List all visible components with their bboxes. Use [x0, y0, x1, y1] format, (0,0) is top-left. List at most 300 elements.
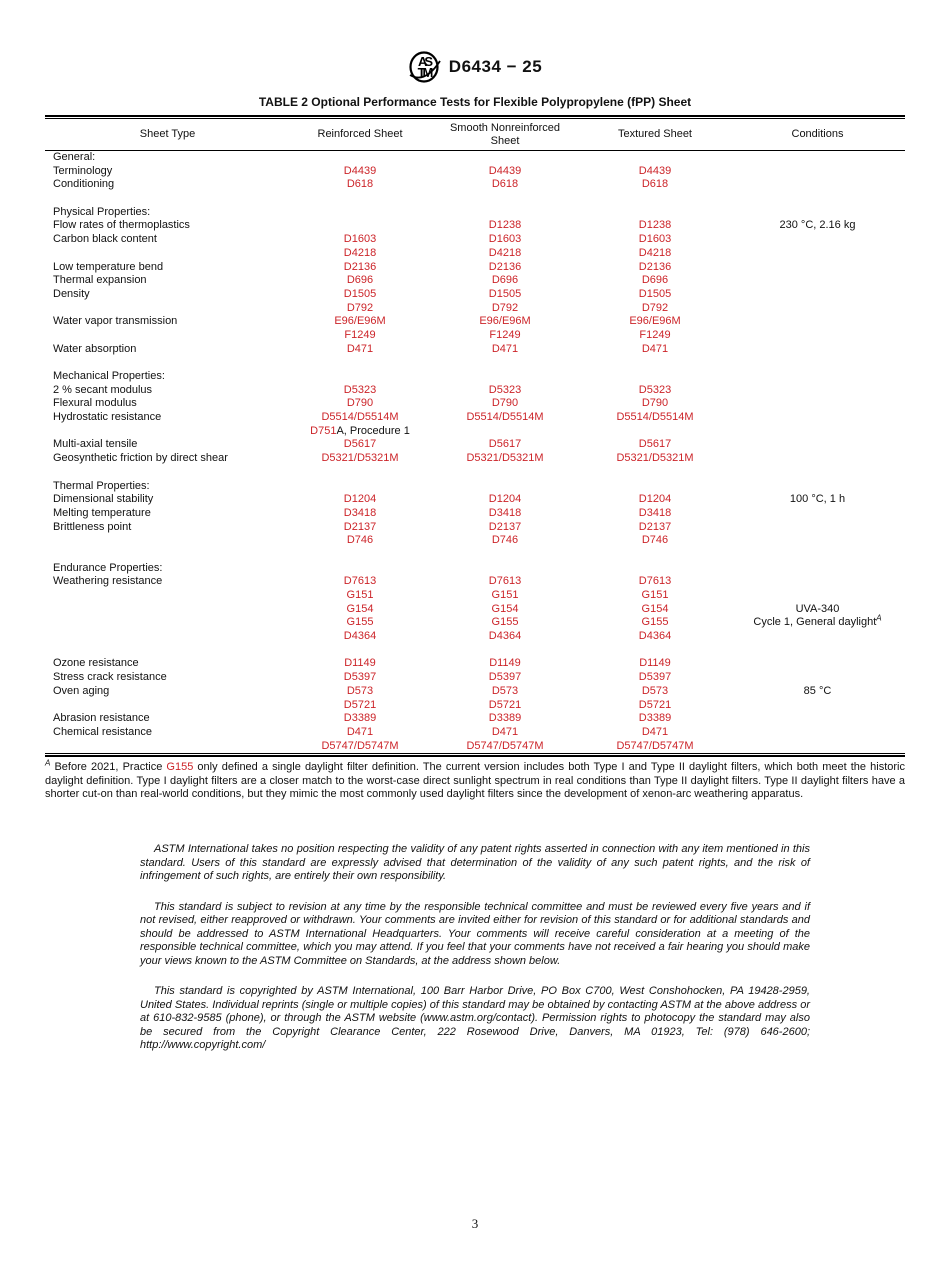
designation-cell: [580, 288, 730, 302]
designation-cell: [580, 603, 730, 617]
standard-designation-link[interactable]: D3389: [488, 712, 522, 725]
row-label: [45, 740, 290, 754]
standard-designation-link[interactable]: D573: [346, 684, 374, 697]
designation-cell: [290, 247, 430, 261]
condition-value: [730, 740, 905, 754]
standard-designation-link[interactable]: D696: [346, 274, 374, 287]
designation-cell: [430, 452, 580, 466]
section-header-row: [45, 480, 905, 494]
designation-cell: [290, 671, 430, 685]
standard-designation-link[interactable]: D5321/D5321M: [321, 452, 399, 465]
designation-cell: [430, 507, 580, 521]
svg-text:TM: TM: [417, 65, 431, 80]
row-label: Flow rates of thermoplastics: [53, 219, 190, 232]
table-row: [45, 507, 905, 521]
standard-designation-link[interactable]: D746: [346, 534, 374, 547]
standard-designation-link[interactable]: D5721: [343, 698, 377, 711]
designation-cell: [290, 740, 430, 754]
table-row: [45, 575, 905, 589]
table-row: [45, 411, 905, 425]
condition-value: [730, 302, 905, 316]
condition-value: [730, 507, 905, 521]
designation-cell: [430, 699, 580, 713]
designation-cell: [430, 480, 580, 494]
designation-cell: [580, 548, 730, 562]
condition-value: [730, 548, 905, 562]
condition-value: [730, 247, 905, 261]
spacer-row: [45, 466, 905, 480]
condition-value: [730, 480, 905, 494]
designation-cell: [290, 644, 430, 658]
designation-cell: [290, 493, 430, 507]
standard-designation-link[interactable]: D618: [641, 178, 669, 191]
designation-cell: [290, 534, 430, 548]
designation-cell: [430, 206, 580, 220]
designation-cell: [290, 261, 430, 275]
standard-designation-link[interactable]: D3418: [343, 506, 377, 519]
standard-designation-link[interactable]: G151: [346, 589, 374, 601]
standard-designation-link[interactable]: D573: [491, 684, 519, 697]
table-row: [45, 247, 905, 261]
standard-designation-link[interactable]: D2137: [488, 520, 522, 533]
row-label: [45, 247, 290, 261]
standard-designation-link[interactable]: D4364: [638, 630, 672, 643]
designation-cell: [430, 247, 580, 261]
row-label: Chemical resistance: [53, 725, 153, 738]
standard-designation-link[interactable]: G154: [491, 602, 519, 615]
row-label: [45, 603, 290, 617]
condition-value: [730, 397, 905, 411]
standard-designation-link[interactable]: D2136: [343, 260, 377, 273]
standard-designation-link[interactable]: E96/E96M: [629, 315, 681, 328]
standard-designation-link[interactable]: D696: [641, 274, 669, 287]
footnote-text-suffix: only defined a single daylight filter definition. The current version includes both Type I and Type II daylight filters, which both meet the historic daylight definition. Type I daylight filters are a closer match to the worst-case direct sunlight spectrum in real conditions than Type II daylight filters. Type II daylight filters have a shorter cut-on than real-world conditions, but they mimic the most commonly used daylight filters since the development of xenon-arc weathering apparatus.: [45, 761, 905, 801]
condition-value: [730, 343, 905, 357]
condition-value: [730, 329, 905, 343]
standard-designation-link[interactable]: D790: [641, 397, 669, 410]
row-label: Flexural modulus: [53, 397, 137, 410]
designation-cell: [290, 521, 430, 535]
table-row: [45, 261, 905, 275]
doc-header: [45, 50, 905, 84]
section-label: General:: [53, 151, 96, 163]
designation-cell: [290, 356, 430, 370]
standard-designation-link[interactable]: D2137: [638, 520, 672, 533]
condition-value: [730, 233, 905, 247]
designation-cell: [290, 562, 430, 576]
designation-cell: [290, 657, 430, 671]
designation-cell: [430, 411, 580, 425]
standard-designation-link[interactable]: D1204: [638, 493, 672, 506]
table-row: [45, 740, 905, 754]
standard-designation-link[interactable]: D2136: [638, 260, 672, 273]
condition-value: UVA-340: [795, 602, 840, 615]
row-label: Density: [53, 287, 90, 300]
condition-value: [730, 630, 905, 644]
table-row: [45, 630, 905, 644]
footnote-text-prefix: Before 2021, Practice: [50, 761, 167, 774]
designation-cell: [580, 356, 730, 370]
standard-designation-link[interactable]: D4439: [638, 164, 672, 177]
astm-logo-icon: [408, 51, 442, 83]
standard-designation-link[interactable]: G155: [641, 616, 669, 629]
designation-cell: [290, 178, 430, 192]
designation-cell: [580, 630, 730, 644]
table-body: [45, 151, 905, 753]
standard-designation-link[interactable]: G154: [346, 602, 374, 615]
col-header-conditions: Conditions: [791, 128, 844, 141]
standard-designation-link[interactable]: D2136: [488, 260, 522, 273]
standard-designation-link[interactable]: D790: [491, 397, 519, 410]
spacer-row: [45, 192, 905, 206]
designation-cell: [580, 425, 730, 439]
standard-designation-link[interactable]: G155: [491, 616, 519, 629]
designation-cell: [580, 712, 730, 726]
row-label: 2 % secant modulus: [53, 383, 153, 396]
table-row: [45, 288, 905, 302]
row-label: Brittleness point: [53, 520, 132, 533]
designation-cell: [580, 370, 730, 384]
condition-value: [730, 411, 905, 425]
standard-designation-link[interactable]: D4364: [343, 630, 377, 643]
section-label: Thermal Properties:: [53, 479, 150, 492]
standard-designation-link[interactable]: D5747/D5747M: [321, 739, 399, 752]
designation-cell: [430, 425, 580, 439]
standard-designation-link[interactable]: D1603: [488, 233, 522, 246]
row-label: [45, 644, 290, 658]
condition-value: [730, 356, 905, 370]
designation-cell: [430, 370, 580, 384]
standard-designation-link[interactable]: D792: [641, 301, 669, 314]
row-label: Stress crack resistance: [53, 671, 167, 684]
condition-value: [730, 657, 905, 671]
designation-cell: [430, 603, 580, 617]
table-row: [45, 726, 905, 740]
designation-cell: [580, 343, 730, 357]
standard-designation-link[interactable]: D2137: [343, 520, 377, 533]
designation-cell: [430, 685, 580, 699]
condition-value: [730, 178, 905, 192]
table-row: [45, 315, 905, 329]
designation-cell: [430, 288, 580, 302]
standard-designation-link[interactable]: D5323: [488, 383, 522, 396]
standard-designation-link[interactable]: D471: [641, 725, 669, 738]
standard-designation-link[interactable]: D5514/D5514M: [321, 411, 399, 424]
standard-designation-link[interactable]: D4439: [488, 164, 522, 177]
standard-designation-link[interactable]: D5721: [488, 698, 522, 711]
standard-designation-link[interactable]: D5617: [488, 438, 522, 451]
designation-cell: [430, 630, 580, 644]
standard-designation-link[interactable]: D7613: [343, 575, 377, 588]
standard-designation-link[interactable]: D5747/D5747M: [616, 739, 694, 752]
designation-cell: [430, 493, 580, 507]
designation-cell: [430, 192, 580, 206]
condition-value: Cycle 1, General daylight$^A$: [753, 613, 882, 629]
standard-designation-link[interactable]: D3389: [638, 712, 672, 725]
standard-designation-link[interactable]: D792: [346, 301, 374, 314]
table-row: [45, 384, 905, 398]
designation-cell: [580, 151, 730, 165]
standard-designation-link[interactable]: D4218: [488, 246, 522, 259]
designation-cell: [290, 165, 430, 179]
designation-cell: [290, 507, 430, 521]
section-label: Endurance Properties:: [53, 561, 163, 574]
standard-designation-link[interactable]: D1505: [488, 287, 522, 300]
standard-designation-link[interactable]: D573: [641, 684, 669, 697]
spacer-row: [45, 644, 905, 658]
table-row: [45, 343, 905, 357]
row-label: Ozone resistance: [53, 657, 139, 670]
standard-designation-link[interactable]: G155: [346, 616, 374, 629]
standard-designation-link[interactable]: D1149: [344, 657, 376, 670]
standard-designation-link[interactable]: D3418: [638, 506, 672, 519]
row-label: Carbon black content: [53, 233, 157, 246]
standard-designation-link[interactable]: D471: [491, 342, 519, 355]
standard-designation-link[interactable]: D5514/D5514M: [616, 411, 694, 424]
standard-designation-link[interactable]: D5514/D5514M: [466, 411, 544, 424]
condition-value: [730, 575, 905, 589]
designation-cell: [430, 165, 580, 179]
designation-cell: [430, 616, 580, 630]
designation-cell: [290, 480, 430, 494]
designation-cell: [580, 507, 730, 521]
condition-value: [730, 712, 905, 726]
standard-designation-link[interactable]: D471: [491, 725, 519, 738]
table-row: [45, 712, 905, 726]
standard-designation-link[interactable]: D1149: [489, 657, 521, 670]
standard-designation-link[interactable]: D1204: [343, 493, 377, 506]
standard-designation-link[interactable]: D5617: [638, 438, 672, 451]
standard-designation-link[interactable]: D746: [641, 534, 669, 547]
standard-designation-link[interactable]: D4439: [343, 164, 377, 177]
standard-designation-link[interactable]: D5617: [343, 438, 377, 451]
standard-designation-link[interactable]: D5397: [488, 671, 522, 684]
standard-designation-link[interactable]: D790: [346, 397, 374, 410]
table-row: [45, 671, 905, 685]
standard-designation-link[interactable]: D1204: [488, 493, 522, 506]
designation-cell: [580, 726, 730, 740]
designation-cell: [430, 261, 580, 275]
designation-cell: [430, 315, 580, 329]
designation-cell: [430, 384, 580, 398]
condition-value: [730, 671, 905, 685]
standard-designation-link[interactable]: E96/E96M: [479, 315, 531, 328]
table-row: [45, 178, 905, 192]
standard-designation-link[interactable]: G154: [641, 602, 669, 615]
standard-designation-link[interactable]: D471: [641, 342, 669, 355]
condition-value: [730, 726, 905, 740]
designation-cell: [290, 712, 430, 726]
standard-designation-link[interactable]: D1149: [639, 657, 671, 670]
condition-value: [730, 534, 905, 548]
row-label: Terminology: [53, 164, 113, 177]
designation-cell: [430, 466, 580, 480]
standard-designation-link[interactable]: D5397: [343, 671, 377, 684]
standard-designation-link[interactable]: D5721: [638, 698, 672, 711]
row-label: [45, 192, 290, 206]
designation-cell: [290, 466, 430, 480]
svg-text:AS: AS: [417, 54, 430, 69]
patent-disclaimer-paragraph: ASTM International takes no position respecting the validity of any patent rights asserted in connection with any item mentioned in this standard. Users of this standard are expressly advised that determination of the validity of any such patent rights, and the risk of infringement of such rights, are entirely their own responsibility.: [140, 843, 810, 883]
designation-cell: [430, 343, 580, 357]
condition-value: [730, 562, 905, 576]
standard-designation-link[interactable]: D4218: [638, 246, 672, 259]
standard-designation-link[interactable]: D618: [491, 178, 519, 191]
standard-designation-link[interactable]: D5321/D5321M: [616, 452, 694, 465]
table-row: [45, 165, 905, 179]
designation-cell: [290, 397, 430, 411]
standard-designation-link[interactable]: D7613: [638, 575, 672, 588]
condition-value: [730, 315, 905, 329]
section-header-row: [45, 370, 905, 384]
standard-designation-link[interactable]: D5323: [638, 383, 672, 396]
condition-value: [730, 274, 905, 288]
designation-cell: [580, 384, 730, 398]
condition-value: [730, 151, 905, 165]
designation-cell: [580, 192, 730, 206]
designation-cell: [290, 274, 430, 288]
designation-cell: [430, 726, 580, 740]
standard-designation-link[interactable]: D618: [346, 178, 374, 191]
designation-cell: [430, 274, 580, 288]
standard-designation-link[interactable]: D471: [346, 725, 374, 738]
table-row: [45, 613, 905, 630]
designation-cell: [580, 261, 730, 275]
designation-cell: [580, 534, 730, 548]
standard-designation-link[interactable]: D3389: [343, 712, 377, 725]
standard-designation-link[interactable]: D5323: [343, 383, 377, 396]
table-row: [45, 438, 905, 452]
designation-cell: [430, 356, 580, 370]
standard-designation-link[interactable]: D4364: [488, 630, 522, 643]
table-row: [45, 589, 905, 603]
designation-cell: [580, 521, 730, 535]
condition-value: [730, 425, 905, 439]
standard-designation-link[interactable]: D4218: [343, 246, 377, 259]
spacer-row: [45, 356, 905, 370]
designation-suffix: A, Procedure 1: [336, 424, 410, 437]
row-label: Dimensional stability: [53, 493, 154, 506]
standard-designation-link[interactable]: D746: [491, 534, 519, 547]
row-label: Abrasion resistance: [53, 712, 150, 725]
designation-cell: [580, 397, 730, 411]
designation-cell: [290, 685, 430, 699]
designation-cell: [290, 315, 430, 329]
condition-value: [730, 589, 905, 603]
designation-cell: [290, 219, 430, 233]
designation-cell: [580, 233, 730, 247]
standard-designation-link[interactable]: D1603: [343, 233, 377, 246]
designation-cell: [430, 233, 580, 247]
standard-designation-link[interactable]: D1603: [638, 233, 672, 246]
row-label: Water absorption: [53, 342, 137, 355]
standard-designation-link[interactable]: G151: [641, 589, 669, 601]
table-footnote: [45, 758, 905, 801]
condition-value: [730, 521, 905, 535]
standard-designation-link[interactable]: G151: [491, 589, 519, 601]
designation-cell: [290, 452, 430, 466]
table-title: TABLE 2 Optional Performance Tests for Flexible Polypropylene (fPP) Sheet: [258, 95, 692, 109]
designation-cell: [430, 740, 580, 754]
designation-cell: [290, 343, 430, 357]
standard-designation-link[interactable]: D5747/D5747M: [466, 739, 544, 752]
standard-designation-link[interactable]: F1249: [344, 328, 376, 341]
row-label: [45, 616, 290, 630]
row-label: [45, 699, 290, 713]
table-bottom-rule: [45, 753, 905, 757]
standard-designation-link[interactable]: D5397: [638, 671, 672, 684]
designation-cell: [580, 302, 730, 316]
col-header-sheet-type: Sheet Type: [139, 128, 196, 141]
designation-cell: [430, 534, 580, 548]
designation-cell: [290, 288, 430, 302]
standard-designation-link[interactable]: F1249: [639, 328, 671, 341]
designation-cell: [290, 630, 430, 644]
condition-value: [730, 261, 905, 275]
designation-cell: [580, 616, 730, 630]
designation-cell: [430, 438, 580, 452]
standard-designation-link[interactable]: D792: [491, 301, 519, 314]
standard-designation-link[interactable]: F1249: [489, 328, 521, 341]
table-row: [45, 274, 905, 288]
standard-designation-link[interactable]: D7613: [488, 575, 522, 588]
designation-cell: [290, 151, 430, 165]
standard-designation-link[interactable]: D696: [491, 274, 519, 287]
standard-designation-link[interactable]: E96/E96M: [334, 315, 386, 328]
designation-cell: [430, 329, 580, 343]
designation-cell: [430, 589, 580, 603]
row-label: [45, 425, 290, 439]
table-row: [45, 603, 905, 617]
footnote-standard-link[interactable]: G155: [166, 761, 194, 774]
col-header-textured: Textured Sheet: [618, 128, 692, 141]
standard-designation-link[interactable]: D1238: [638, 219, 672, 232]
designation-cell: [290, 548, 430, 562]
standard-designation-link[interactable]: D3418: [488, 506, 522, 519]
designation-cell: [290, 589, 430, 603]
designation-cell: [580, 562, 730, 576]
standard-designation-link[interactable]: D471: [346, 342, 374, 355]
row-label: [45, 329, 290, 343]
designation-cell: [430, 575, 580, 589]
condition-value: 100 °C, 1 h: [789, 493, 846, 506]
designation-cell: [580, 411, 730, 425]
designation-cell: [580, 329, 730, 343]
standard-designation-link[interactable]: D5321/D5321M: [466, 452, 544, 465]
row-label: Geosynthetic friction by direct shear: [53, 452, 228, 465]
standard-designation-link[interactable]: D1505: [638, 287, 672, 300]
designation-cell: [430, 151, 580, 165]
designation-cell: [290, 370, 430, 384]
standard-designation-link[interactable]: D1238: [488, 219, 522, 232]
row-label: Oven aging: [53, 684, 110, 697]
designation-cell: [580, 247, 730, 261]
condition-value: [730, 466, 905, 480]
standard-designation-link[interactable]: D1505: [343, 287, 377, 300]
designation-cell: [580, 493, 730, 507]
standard-designation-title: D6434 − 25: [448, 57, 543, 76]
section-label: Physical Properties:: [53, 205, 151, 218]
standard-designation-link[interactable]: D751: [310, 424, 337, 437]
designation-cell: [290, 438, 430, 452]
table-row: [45, 657, 905, 671]
designation-cell: [580, 438, 730, 452]
designation-cell: [430, 178, 580, 192]
designation-cell: [290, 616, 430, 630]
designation-cell: [580, 685, 730, 699]
row-label: Melting temperature: [53, 506, 151, 519]
section-label: Mechanical Properties:: [53, 370, 165, 382]
